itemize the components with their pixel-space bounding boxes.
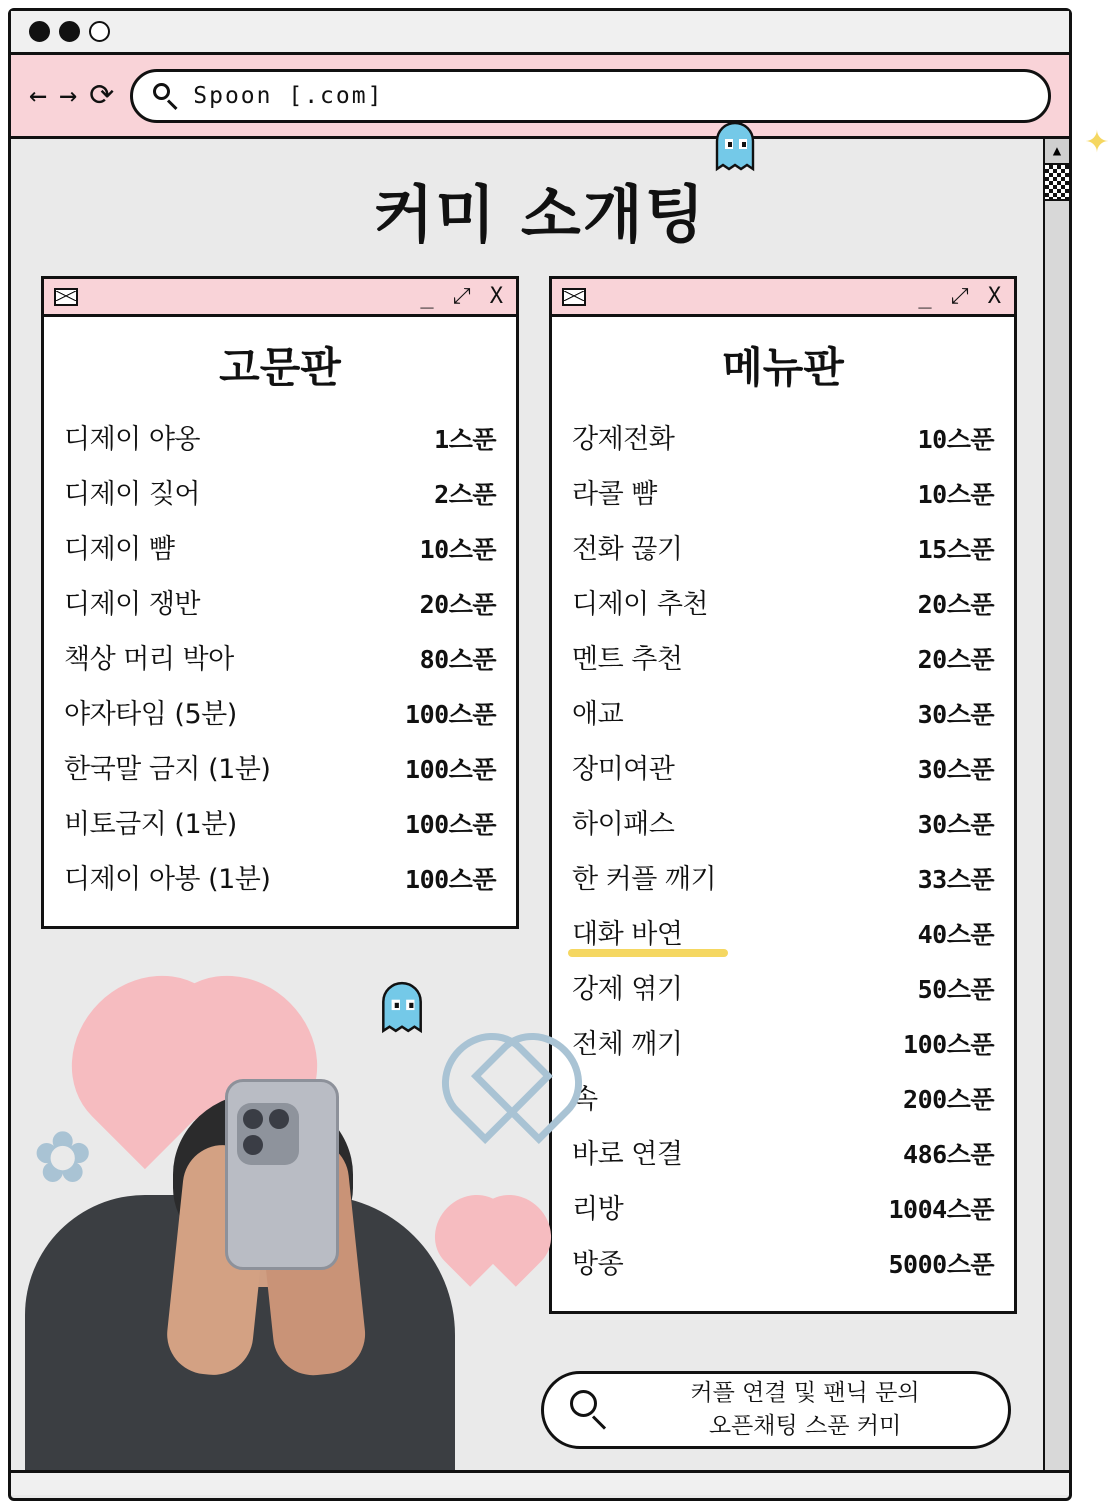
item-label: 강제전화 (572, 424, 675, 455)
address-bar[interactable] (130, 69, 1051, 123)
item-price: 40스푼 (917, 920, 994, 949)
item-label: 디제이 추천 (572, 589, 708, 620)
board-menupan (549, 125, 1109, 1314)
list-item (572, 519, 994, 574)
item-price: 30스푼 (917, 700, 994, 729)
item-label: 강제 엮기 (572, 974, 683, 1005)
item-label: 디제이 뺨 (64, 534, 175, 565)
scroll-thumb[interactable] (1045, 165, 1069, 201)
item-price: 2스푼 (434, 480, 496, 509)
list-item (572, 464, 994, 519)
board-title: 메뉴판 (722, 343, 844, 392)
item-price: 33스푼 (917, 865, 994, 894)
ghost-icon-small (377, 981, 427, 1035)
footer-strip (11, 1470, 1069, 1495)
list-item (572, 794, 994, 849)
item-price: 1스푼 (434, 425, 496, 454)
page-content (11, 125, 1109, 1495)
list-item (64, 684, 496, 739)
browser-window (8, 8, 1109, 1501)
list-item (64, 849, 496, 904)
ghost-icon (711, 121, 759, 173)
item-label: 대화 바연 (572, 912, 682, 951)
reload-icon[interactable]: ⟳ (89, 77, 115, 113)
item-price: 30스푼 (917, 755, 994, 784)
flower-icon: ✿ (35, 1097, 91, 1204)
board-list (44, 405, 516, 926)
item-label: 디제이 쟁반 (64, 589, 200, 620)
window-titlebar (11, 11, 1069, 55)
list-item (572, 1234, 994, 1289)
nav-buttons (29, 77, 115, 113)
list-item (572, 574, 994, 629)
list-item (572, 1124, 994, 1179)
board-titlebar (44, 279, 516, 317)
browser-toolbar (11, 55, 1069, 139)
item-label: 책상 머리 박아 (64, 644, 234, 675)
item-label: 바로 연결 (572, 1139, 683, 1170)
item-price: 15스푼 (917, 535, 994, 564)
item-price: 20스푼 (917, 590, 994, 619)
item-price: 10스푼 (917, 425, 994, 454)
item-price: 1004스푼 (888, 1195, 994, 1224)
search-icon (153, 83, 179, 109)
page-scrollbar[interactable] (1043, 139, 1069, 1495)
board-title: 고문판 (219, 343, 341, 392)
item-label: 디제이 야옹 (64, 424, 200, 455)
list-item (572, 959, 994, 1014)
item-label: 전체 깨기 (572, 1029, 683, 1060)
window-controls[interactable]: _ ⤢ X (420, 284, 506, 309)
item-label: 멘트 추천 (572, 644, 683, 675)
window-dot-minimize[interactable] (59, 21, 80, 42)
item-label: 야자타임 (5분) (64, 699, 237, 730)
list-item (572, 1014, 994, 1069)
item-label: 리방 (572, 1194, 624, 1225)
list-item (64, 409, 496, 464)
item-price: 100스푼 (405, 865, 496, 894)
item-label: 디제이 짖어 (64, 479, 200, 510)
contact-text (628, 1377, 982, 1444)
contact-line-2: 오픈채팅 스푼 커미 (708, 1413, 902, 1439)
window-dot-close[interactable] (29, 21, 50, 42)
list-item (64, 519, 496, 574)
window-dot-maximize[interactable] (89, 21, 110, 42)
forward-icon[interactable]: → (59, 77, 78, 113)
list-item (572, 1069, 994, 1124)
window-controls[interactable]: _ ⤢ X (918, 284, 1004, 309)
item-price: 5000스푼 (888, 1250, 994, 1279)
list-item (64, 794, 496, 849)
list-item (572, 849, 994, 904)
star-icon: ✦ (1084, 125, 1109, 160)
profile-photo (25, 1005, 455, 1495)
item-price: 80스푼 (419, 645, 496, 674)
item-price: 100스푼 (405, 810, 496, 839)
item-price: 50스푼 (917, 975, 994, 1004)
item-price: 20스푼 (917, 645, 994, 674)
list-item (572, 1179, 994, 1234)
search-icon (570, 1390, 610, 1430)
photo-collage (25, 975, 525, 1495)
back-icon[interactable]: ← (29, 77, 48, 113)
contact-button[interactable] (541, 1371, 1011, 1449)
item-label: 한 커플 깨기 (572, 864, 717, 895)
item-label: 디제이 아봉 (1분) (64, 864, 271, 895)
item-label: 전화 끊기 (572, 534, 683, 565)
item-label: 비토금지 (1분) (64, 809, 237, 840)
item-price: 100스푼 (903, 1030, 994, 1059)
item-price: 10스푼 (419, 535, 496, 564)
address-input[interactable]: Spoon [.com] (193, 82, 384, 109)
item-label: 하이패스 (572, 809, 675, 840)
board-gomunpan (41, 276, 519, 929)
scroll-up-icon[interactable]: ▲ (1045, 139, 1069, 165)
item-price: 200스푼 (903, 1085, 994, 1114)
item-price: 100스푼 (405, 700, 496, 729)
contact-line-1: 커플 연결 및 팬닉 문의 (690, 1379, 920, 1406)
item-price: 100스푼 (405, 755, 496, 784)
list-item (572, 684, 994, 739)
item-price: 20스푼 (419, 590, 496, 619)
list-item (572, 629, 994, 684)
item-price: 486스푼 (903, 1140, 994, 1169)
item-label: 한국말 금지 (1분) (64, 754, 271, 785)
list-item (572, 739, 994, 794)
item-label: 장미여관 (572, 754, 675, 785)
list-item (64, 574, 496, 629)
item-price: 10스푼 (917, 480, 994, 509)
mail-icon (562, 288, 586, 306)
board-titlebar (552, 279, 1014, 317)
item-label: 라콜 뺨 (572, 479, 657, 510)
list-item (64, 464, 496, 519)
item-label: 애교 (572, 699, 624, 730)
list-item (64, 629, 496, 684)
item-label: 속 (572, 1084, 598, 1115)
item-label: 방종 (572, 1249, 624, 1280)
mail-icon (54, 288, 78, 306)
item-price: 30스푼 (917, 810, 994, 839)
list-item (64, 739, 496, 794)
list-item (572, 409, 994, 464)
page-title: 커미 소개팅 (373, 178, 707, 251)
